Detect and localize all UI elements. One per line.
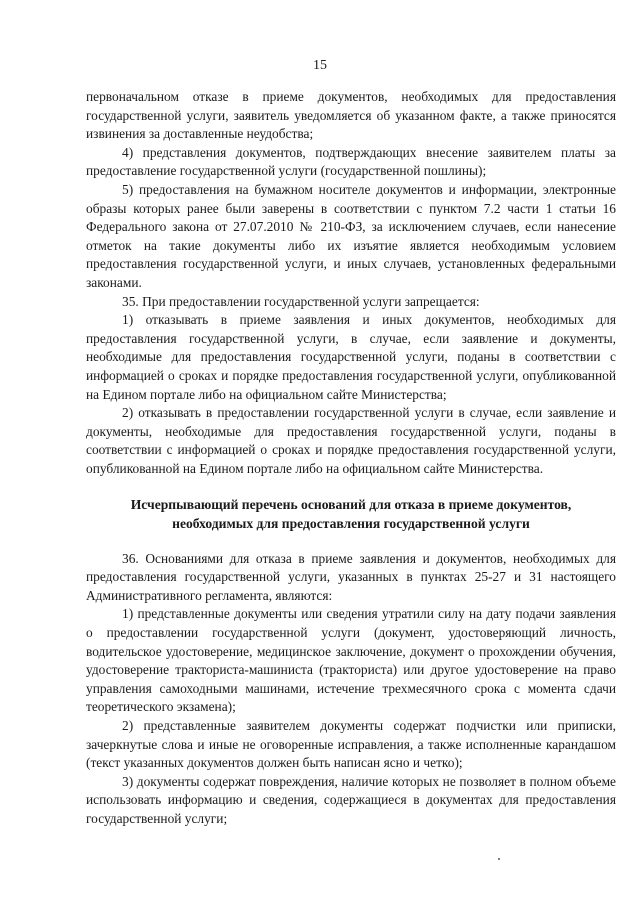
- paragraph: 1) отказывать в приеме заявления и иных документов, необходимых для предоставления государственной услуги, в случае, если заявление и документы, необходимые для предоставления государственной услуги, поданы в соответствии с информацией о сроках и порядке предоставления государственной услуги, опубликованной на Едином портале либо на официальном сайте Министерства;: [86, 312, 616, 402]
- section-heading-line: Исчерпывающий перечень оснований для отказа в приеме документов,: [130, 497, 572, 513]
- paragraph: 2) отказывать в предоставлении государственной услуги в случае, если заявление и документы, необходимые для предоставления государственной услуги, поданы в соответствии с информацией о сроках и порядке предоставления государственной услуги, опубликованной на Едином портале либо на официальном сайте Министерства.: [86, 405, 616, 476]
- document-body: [86, 88, 616, 829]
- paragraph: 2) представленные заявителем документы содержат подчистки или приписки, зачеркнутые слова и иные не оговоренные исправления, а также исполненные карандашом (текст указанных документов должен быть написан ясно и четко);: [86, 718, 616, 771]
- section-heading-line: необходимых для предоставления государственной услуги: [172, 516, 530, 532]
- scan-speck: [498, 858, 500, 860]
- paragraph: 4) представления документов, подтверждающих внесение заявителем платы за предоставление государственной услуги (государственной пошлины);: [86, 144, 616, 179]
- paragraph: 3) документы содержат повреждения, наличие которых не позволяет в полном объеме использовать информацию и сведения, содержащиеся в документах для предоставления государственной услуги;: [86, 773, 616, 826]
- paragraph: 5) предоставления на бумажном носителе документов и информации, электронные образы которых ранее были заверены в соответствии с пунктом 7.2 части 1 статьи 16 Федерального закона от 27.07.2010 № 210-ФЗ, за исключением случаев, если нанесение отметок на такие документы либо их изъятие является необходимым условием предоставления государственной услуги, и иных случаев, установленных федеральными законами.: [86, 181, 616, 290]
- paragraph: 1) представленные документы или сведения утратили силу на дату подачи заявления о предоставлении государственной услуги (документ, удостоверяющий личность, водительское удостоверение, медицинское заключение, документ о прохождении обучения, удостоверение тракториста-машиниста (тракториста) или другое удостоверение на право управления самоходными машинами, истечение трехмесячного срока с момента сдачи теоретического экзамена);: [86, 606, 616, 715]
- page-number: 15: [313, 58, 327, 73]
- section-heading: [86, 496, 616, 533]
- paragraph: 35. При предоставлении государственной услуги запрещается:: [122, 293, 480, 309]
- paragraph: 36. Основаниями для отказа в приеме заявления и документов, необходимых для предоставления государственной услуги, указанных в пунктах 25-27 и 31 настоящего Административного регламента, являются:: [86, 550, 616, 603]
- paragraph: первоначальном отказе в приеме документов, необходимых для предоставления государственной услуги, заявитель уведомляется об указанном факте, а также приносятся извинения за доставленные неудобства;: [86, 89, 616, 142]
